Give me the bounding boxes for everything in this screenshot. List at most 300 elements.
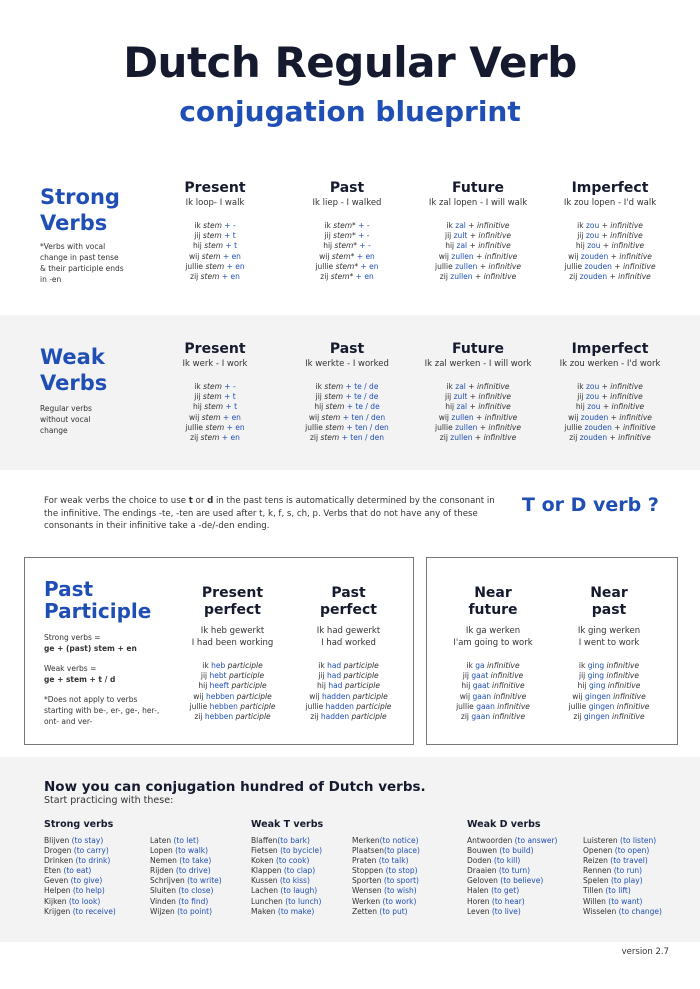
auxiliary: gingen bbox=[584, 691, 611, 701]
pronoun: jullie bbox=[456, 701, 477, 711]
verb-part: stem bbox=[203, 382, 222, 391]
verb-part: stem bbox=[324, 382, 344, 391]
conjugation-row bbox=[287, 272, 407, 282]
participle: participle bbox=[229, 681, 267, 691]
conjugation-row bbox=[550, 221, 670, 231]
tense-heading: Future bbox=[452, 180, 504, 196]
weak-t-verbs-list-1 bbox=[251, 836, 322, 917]
strong-verbs-list-heading: Strong verbs bbox=[44, 819, 114, 830]
pronoun: jij bbox=[318, 671, 327, 681]
conjugation-row bbox=[550, 402, 670, 412]
strong-verbs-title bbox=[40, 184, 120, 236]
verb-translation: (to receive) bbox=[72, 906, 116, 916]
verb-translation: (to build) bbox=[499, 846, 534, 856]
verb-translation: (to bark) bbox=[277, 836, 310, 845]
verb-word: Koken bbox=[251, 856, 276, 866]
pronoun: jullie bbox=[315, 261, 336, 271]
verb-list-item bbox=[150, 836, 222, 846]
conjugation-row bbox=[553, 712, 665, 722]
pronoun: jij bbox=[462, 671, 472, 681]
pronoun: jullie bbox=[185, 422, 206, 432]
conjugation-row bbox=[437, 671, 549, 681]
verb-part: zouden bbox=[579, 272, 608, 282]
verb-translation: (to put) bbox=[379, 906, 408, 916]
ending: + infinitive bbox=[600, 241, 645, 251]
pronoun: jij bbox=[444, 231, 454, 241]
weak-verbs-note: Regular verbs without vocal change bbox=[40, 404, 92, 435]
verb-translation: (to lunch) bbox=[285, 896, 322, 906]
verb-translation: (to bycicle) bbox=[280, 846, 323, 856]
ending: + te / de bbox=[344, 402, 380, 412]
conjugation-row bbox=[553, 681, 665, 691]
auxiliary: had bbox=[327, 661, 342, 670]
pronoun: hij bbox=[314, 402, 326, 412]
participle: infinitive bbox=[605, 681, 641, 691]
conjugation-rows bbox=[155, 382, 275, 443]
weak-title-line2: Verbs bbox=[40, 371, 108, 395]
verb-word: Krijgen bbox=[44, 906, 73, 916]
pronoun: hij bbox=[192, 402, 205, 412]
verb-list-item bbox=[352, 886, 420, 896]
ending: + infinitive bbox=[473, 412, 518, 422]
verb-part: stem bbox=[321, 412, 341, 422]
conjugation-rows bbox=[155, 221, 275, 282]
verb-list-item bbox=[150, 907, 222, 917]
conjugation-row bbox=[418, 433, 538, 443]
pronoun: wij bbox=[438, 412, 452, 422]
verb-translation: (to change) bbox=[618, 906, 662, 916]
verb-translation: (to open) bbox=[614, 846, 650, 856]
participle: infinitive bbox=[604, 671, 639, 681]
conjugation-rows bbox=[550, 382, 670, 443]
ending: + t bbox=[221, 392, 236, 402]
weak-t-verbs-list-heading: Weak T verbs bbox=[251, 819, 324, 830]
participle: infinitive bbox=[609, 712, 645, 722]
auxiliary: had bbox=[327, 671, 342, 681]
verb-part: zal bbox=[456, 241, 468, 251]
verb-list-item bbox=[467, 907, 557, 917]
verb-word: Praten bbox=[352, 856, 379, 866]
tense-translation: I had been working bbox=[191, 638, 274, 648]
conjugation-row bbox=[418, 221, 538, 231]
ending: + infinitive bbox=[467, 392, 511, 402]
participle-formulas bbox=[44, 632, 184, 727]
ending: + en bbox=[358, 261, 379, 271]
verb-translation: (to travel) bbox=[610, 856, 648, 866]
conjugation-row bbox=[301, 671, 396, 681]
conjugation-rows bbox=[185, 661, 280, 722]
pronoun: jij bbox=[579, 671, 588, 681]
conjugation-row bbox=[287, 392, 407, 402]
pronoun: zij bbox=[309, 433, 321, 443]
participle: infinitive bbox=[490, 712, 526, 722]
t-or-d-text-content: For weak verbs the choice to use t or d in the past tens is automatically determined by the consonant in the infinitive. The endings -te, -ten are used after t, k, f, s, ch, p. Verbs that do not have any of these consonants in their infinitive take a -de/-den ending. bbox=[44, 496, 495, 531]
conjugation-row bbox=[550, 241, 670, 251]
ending: + en bbox=[219, 433, 240, 443]
verb-list-item bbox=[251, 897, 322, 907]
weak-formula: ge + stem + t / d bbox=[44, 675, 116, 684]
verb-word: Maken bbox=[251, 906, 278, 916]
verb-list-item bbox=[583, 836, 662, 846]
ending: + infinitive bbox=[465, 382, 510, 391]
conjugation-row bbox=[301, 702, 396, 712]
auxiliary: hebben bbox=[204, 712, 234, 722]
verb-word: Schrijven bbox=[150, 876, 188, 886]
pronoun: ik bbox=[202, 661, 212, 670]
ending: + infinitive bbox=[599, 382, 643, 391]
practice-section bbox=[0, 757, 700, 942]
ending: + t bbox=[223, 241, 238, 251]
participle-title-line2: Participle bbox=[44, 599, 152, 623]
ending: + infinitive bbox=[467, 231, 511, 241]
verb-part: zouden bbox=[584, 261, 612, 271]
conjugation-row bbox=[550, 413, 670, 423]
near-tenses-box bbox=[426, 557, 678, 745]
conjugation-row bbox=[550, 272, 670, 282]
pronoun: ik bbox=[446, 382, 456, 391]
participle-footnote: *Does not apply to verbs starting with be-, er-, ge-, her-, ont- and ver- bbox=[44, 695, 160, 726]
tense-heading: Imperfect bbox=[571, 341, 649, 357]
conjugation-row bbox=[553, 692, 665, 702]
conjugation-row bbox=[287, 423, 407, 433]
verb-word: Klappen bbox=[251, 866, 284, 876]
verb-word: Luisteren bbox=[583, 836, 621, 845]
verb-part: stem* bbox=[335, 261, 359, 271]
verb-word: Kijken bbox=[44, 896, 69, 906]
conjugation-row bbox=[185, 681, 280, 691]
conjugation-row bbox=[287, 433, 407, 443]
pronoun: jullie bbox=[435, 422, 456, 432]
pronoun: jij bbox=[200, 671, 210, 681]
tense-example: Ik zal werken - I will work bbox=[424, 359, 532, 369]
verb-part: stem bbox=[200, 433, 220, 443]
pronoun: hij bbox=[192, 241, 205, 251]
verb-part: zou bbox=[587, 241, 601, 251]
verb-word: Wisselen bbox=[583, 906, 619, 916]
pronoun: hij bbox=[317, 681, 329, 691]
strong-verbs-section bbox=[0, 160, 700, 310]
pronoun: hij bbox=[575, 402, 588, 412]
pronoun: wij bbox=[568, 412, 581, 422]
verb-part: zullen bbox=[455, 261, 478, 271]
ending: + en bbox=[220, 412, 241, 422]
pronoun: ik bbox=[318, 661, 328, 670]
auxiliary: heeft bbox=[209, 681, 230, 691]
verb-word: Lopen bbox=[150, 846, 176, 856]
ending: + infinitive bbox=[465, 221, 510, 230]
verb-part: stem bbox=[201, 412, 221, 422]
verb-translation: (to sport) bbox=[383, 876, 419, 886]
verb-word: Bouwen bbox=[467, 846, 500, 856]
pronoun: jullie bbox=[185, 261, 206, 271]
verb-list-item bbox=[44, 907, 116, 917]
ending: + - bbox=[357, 241, 371, 251]
pronoun: ik bbox=[466, 661, 476, 670]
verb-translation: (to find) bbox=[178, 896, 209, 906]
conjugation-row bbox=[418, 241, 538, 251]
verb-translation: (to stay) bbox=[71, 836, 104, 845]
participle: participle bbox=[341, 661, 379, 670]
auxiliary: gaan bbox=[472, 691, 492, 701]
ending: + infinitive bbox=[477, 422, 521, 432]
ending: + infinitive bbox=[608, 412, 652, 422]
conjugation-row bbox=[437, 702, 549, 712]
verb-translation: (to give) bbox=[70, 876, 103, 886]
ending: + infinitive bbox=[611, 422, 656, 432]
pronoun: zij bbox=[190, 433, 201, 443]
conjugation-row bbox=[418, 402, 538, 412]
conjugation-rows bbox=[418, 382, 538, 443]
participle: infinitive bbox=[494, 701, 530, 711]
ending: + infinitive bbox=[599, 392, 643, 402]
pronoun: zij bbox=[320, 272, 331, 282]
pronoun: zij bbox=[439, 433, 451, 443]
verb-word: Geloven bbox=[467, 876, 501, 886]
conjugation-row bbox=[155, 433, 275, 443]
verb-translation: (to drink) bbox=[75, 856, 111, 866]
pronoun: zij bbox=[194, 712, 205, 722]
verb-part: stem bbox=[324, 392, 344, 402]
verb-word: Stoppen bbox=[352, 866, 386, 876]
pronoun: wij bbox=[309, 691, 322, 701]
conjugation-row bbox=[553, 702, 665, 712]
participle: participle bbox=[226, 671, 265, 681]
pronoun: jullie bbox=[564, 422, 585, 432]
ending: + - bbox=[355, 231, 370, 241]
verb-list-item bbox=[467, 856, 557, 866]
pronoun: zij bbox=[573, 712, 584, 722]
pronoun: hij bbox=[461, 681, 473, 691]
verb-translation: (to notice) bbox=[379, 836, 419, 845]
verb-part: stem bbox=[204, 402, 224, 412]
ending: + infinitive bbox=[472, 433, 517, 443]
strong-col-future bbox=[418, 180, 538, 282]
conjugation-row bbox=[553, 661, 665, 671]
conjugation-row bbox=[155, 262, 275, 272]
pronoun: wij bbox=[319, 251, 332, 261]
verb-list-item bbox=[44, 846, 116, 856]
tense-example: Ik loop- I walk bbox=[185, 198, 245, 208]
auxiliary: ga bbox=[475, 661, 485, 670]
weak-formula-label: Weak verbs = bbox=[44, 664, 97, 673]
conjugation-row bbox=[155, 221, 275, 231]
tense-heading: Present bbox=[184, 341, 246, 357]
verb-part: zal bbox=[455, 382, 466, 391]
verb-list-item bbox=[467, 897, 557, 907]
tense-heading-line2: perfect bbox=[204, 602, 261, 618]
verb-part: zult bbox=[453, 231, 468, 241]
conjugation-row bbox=[418, 423, 538, 433]
verb-part: stem bbox=[200, 272, 220, 282]
ending: + ten / den bbox=[344, 422, 389, 432]
verb-part: zouden bbox=[584, 422, 612, 432]
verb-list-item bbox=[583, 866, 662, 876]
conjugation-row bbox=[418, 272, 538, 282]
verb-word: Sluiten bbox=[150, 886, 179, 896]
verb-word: Doden bbox=[467, 856, 494, 866]
participle: participle bbox=[225, 661, 263, 670]
verb-list-item bbox=[352, 907, 420, 917]
conjugation-row bbox=[287, 231, 407, 241]
conjugation-row bbox=[550, 262, 670, 272]
verb-part: stem* bbox=[331, 251, 355, 261]
pronoun: ik bbox=[578, 661, 588, 670]
verb-word: Tillen bbox=[583, 886, 606, 896]
verb-list-item bbox=[150, 846, 222, 856]
pronoun: zij bbox=[460, 712, 472, 722]
conjugation-row bbox=[155, 231, 275, 241]
pronoun: jij bbox=[577, 392, 586, 402]
pronoun: zij bbox=[310, 712, 321, 722]
pronoun: wij bbox=[438, 251, 452, 261]
tense-heading: Imperfect bbox=[571, 180, 649, 196]
weak-d-verbs-list-1 bbox=[467, 836, 557, 917]
ending: + t bbox=[223, 402, 238, 412]
verb-list-item bbox=[352, 856, 420, 866]
ending: + infinitive bbox=[607, 272, 651, 282]
conjugation-rows bbox=[418, 221, 538, 282]
verb-part: stem bbox=[203, 221, 222, 230]
conjugation-row bbox=[287, 382, 407, 392]
participle: participle bbox=[349, 712, 387, 722]
participle: infinitive bbox=[614, 701, 650, 711]
ending: + infinitive bbox=[599, 221, 643, 230]
verb-list-item bbox=[251, 846, 322, 856]
verb-translation: (to take) bbox=[179, 856, 212, 866]
strong-title-line2: Verbs bbox=[40, 211, 108, 235]
verb-word: Blijven bbox=[44, 836, 72, 845]
verb-translation: (to laugh) bbox=[280, 886, 318, 896]
pronoun: wij bbox=[308, 412, 322, 422]
tense-heading: Past bbox=[329, 341, 365, 357]
verb-part: zullen bbox=[450, 433, 473, 443]
pronoun: ik bbox=[577, 221, 586, 230]
verb-list-item bbox=[150, 866, 222, 876]
verb-word: Lachen bbox=[251, 886, 281, 896]
auxiliary: hadden bbox=[325, 701, 354, 711]
auxiliary: hadden bbox=[321, 691, 351, 701]
verb-part: zal bbox=[456, 402, 468, 412]
t-or-d-text bbox=[44, 495, 504, 533]
practice-title: Now you can conjugation hundred of Dutch verbs. bbox=[44, 779, 426, 795]
verb-part: stem bbox=[202, 231, 222, 241]
verb-list-item bbox=[44, 886, 116, 896]
verb-word: Rennen bbox=[583, 866, 614, 876]
verb-word: Plaatsen bbox=[352, 846, 385, 856]
verb-list-item bbox=[467, 886, 557, 896]
verb-list-item bbox=[44, 876, 116, 886]
verb-part: stem bbox=[202, 392, 222, 402]
page-subtitle: conjugation blueprint bbox=[179, 95, 521, 128]
verb-translation: (to carry) bbox=[73, 846, 109, 856]
auxiliary: gaat bbox=[472, 681, 490, 691]
page-title: Dutch Regular Verb bbox=[123, 38, 577, 87]
conjugation-row bbox=[155, 272, 275, 282]
verb-list-item bbox=[150, 856, 222, 866]
verb-part: stem bbox=[204, 241, 224, 251]
verb-part: stem bbox=[205, 422, 225, 432]
pronoun: jij bbox=[577, 231, 586, 241]
tense-example: Ik werkte - I worked bbox=[305, 359, 389, 369]
verb-word: Horen bbox=[467, 896, 492, 906]
verb-word: Vinden bbox=[150, 896, 179, 906]
verb-word: Draaien bbox=[467, 866, 499, 876]
verb-word: Kussen bbox=[251, 876, 280, 886]
ending: + infinitive bbox=[477, 261, 521, 271]
verb-part: stem* bbox=[334, 241, 358, 251]
pronoun: zij bbox=[569, 272, 580, 282]
pronoun: zij bbox=[569, 433, 580, 443]
verb-part: zal bbox=[455, 221, 466, 230]
verb-word: Wijzen bbox=[150, 906, 178, 916]
ending: + te / de bbox=[343, 382, 379, 391]
verb-translation: (to lift) bbox=[605, 886, 631, 896]
conjugation-row bbox=[155, 392, 275, 402]
verb-translation: (to believe) bbox=[500, 876, 544, 886]
verb-part: zou bbox=[585, 392, 600, 402]
conjugation-row bbox=[301, 712, 396, 722]
ending: + infinitive bbox=[599, 231, 643, 241]
tense-example: Ik werk - I work bbox=[182, 359, 248, 369]
participle: participle bbox=[234, 691, 272, 701]
verb-word: Antwoorden bbox=[467, 836, 515, 845]
ending: + en bbox=[220, 251, 241, 261]
verb-translation: (to drive) bbox=[175, 866, 211, 876]
ending: + ten / den bbox=[340, 412, 386, 422]
conjugation-row bbox=[437, 681, 549, 691]
verb-list-item bbox=[352, 846, 420, 856]
pronoun: hij bbox=[445, 402, 457, 412]
verb-word: Laten bbox=[150, 836, 174, 845]
tense-heading-line2: past bbox=[591, 602, 627, 618]
verb-translation: (to point) bbox=[177, 906, 213, 916]
participle: infinitive bbox=[484, 661, 520, 670]
ending: + infinitive bbox=[600, 402, 645, 412]
verb-translation: (to talk) bbox=[378, 856, 409, 866]
participle-col-past-perfect bbox=[301, 585, 396, 722]
auxiliary: had bbox=[328, 681, 343, 691]
auxiliary: ging bbox=[587, 671, 604, 681]
verb-translation: (to place) bbox=[384, 846, 420, 856]
pronoun: ik bbox=[194, 382, 204, 391]
verb-word: Rijden bbox=[150, 866, 176, 876]
tense-heading-line1: Near bbox=[474, 585, 512, 601]
conjugation-row bbox=[155, 423, 275, 433]
verb-list-item bbox=[251, 866, 322, 876]
ending: + te / de bbox=[343, 392, 379, 402]
verb-part: zou bbox=[585, 382, 600, 391]
conjugation-row bbox=[155, 382, 275, 392]
verb-word: Sporten bbox=[352, 876, 384, 886]
verb-list-item bbox=[467, 846, 557, 856]
verb-translation: (to answer) bbox=[514, 836, 558, 845]
strong-col-imperfect bbox=[550, 180, 670, 282]
verb-list-item bbox=[583, 876, 662, 886]
verb-list-item bbox=[44, 856, 116, 866]
conjugation-row bbox=[437, 661, 549, 671]
pronoun: ik bbox=[315, 382, 325, 391]
participle: infinitive bbox=[488, 671, 524, 681]
conjugation-row bbox=[550, 392, 670, 402]
verb-word: Merken bbox=[352, 836, 380, 845]
participle: infinitive bbox=[610, 691, 646, 701]
tense-heading-line2: perfect bbox=[320, 602, 377, 618]
tense-translation: I'am going to work bbox=[453, 638, 533, 648]
participle: participle bbox=[353, 701, 392, 711]
pronoun: hij bbox=[577, 681, 589, 691]
pronoun: jullie bbox=[435, 261, 456, 271]
conjugation-row bbox=[287, 262, 407, 272]
